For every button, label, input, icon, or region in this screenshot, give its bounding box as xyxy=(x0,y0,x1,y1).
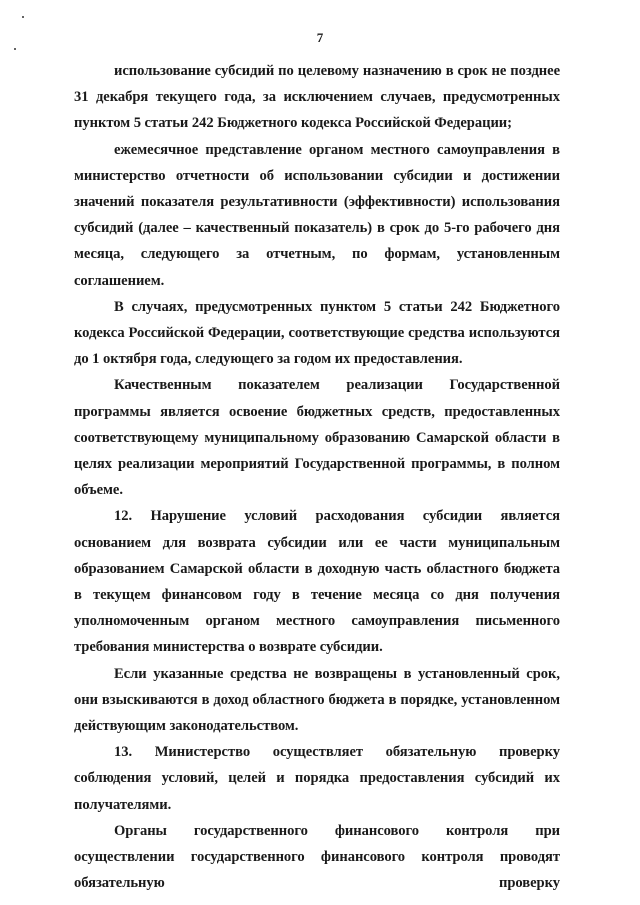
page-number: 7 xyxy=(316,30,324,45)
paragraph: Органы государственного финансового контроля при осуществлении государственного финансового контроля проводят обязательную проверку xyxy=(74,822,560,892)
scan-speck xyxy=(22,16,24,18)
paragraph: Если указанные средства не возвращены в установленный срок, они взыскиваются в доход областного бюджета в порядке, установленном действующим законодательством. xyxy=(74,665,560,735)
paragraph: 13. Министерство осуществляет обязательную проверку соблюдения условий, целей и порядка предоставления субсидий их получателями. xyxy=(74,744,560,813)
paragraph: 12. Нарушение условий расходования субсидии является основанием для возврата субсидии или ее части муниципальным образованием Самарской области в доходную часть областного бюджета в текущем финансовом году в течение месяца со дня получения уполномоченным органом местного самоуправления письменного требования министерства о возврате субсидии. xyxy=(74,508,560,656)
paragraph: ежемесячное представление органом местного самоуправления в министерство отчетности об использовании субсидии и достижении значений показателя результативности (эффективности) использования субсидий (далее – качественный показатель) в срок до 5-го рабочего дня месяца, следующего за отчетным, по формам, установленным соглашением. xyxy=(74,141,560,289)
document-body xyxy=(74,58,560,897)
paragraph: В случаях, предусмотренных пунктом 5 статьи 242 Бюджетного кодекса Российской Федерации, соответствующие средства используются до 1 октября года, следующего за годом их предоставления. xyxy=(74,298,560,368)
paragraph: использование субсидий по целевому назначению в срок не позднее 31 декабря текущего года, за исключением случаев, предусмотренных пунктом 5 статьи 242 Бюджетного кодекса Российской Федерации; xyxy=(74,63,560,132)
scan-speck xyxy=(14,48,16,50)
paragraph: Качественным показателем реализации Государственной программы является освоение бюджетных средств, предоставленных соответствующему муниципальному образованию Самарской области в целях реализации мероприятий Государственной программы, в полном объеме. xyxy=(74,377,560,499)
